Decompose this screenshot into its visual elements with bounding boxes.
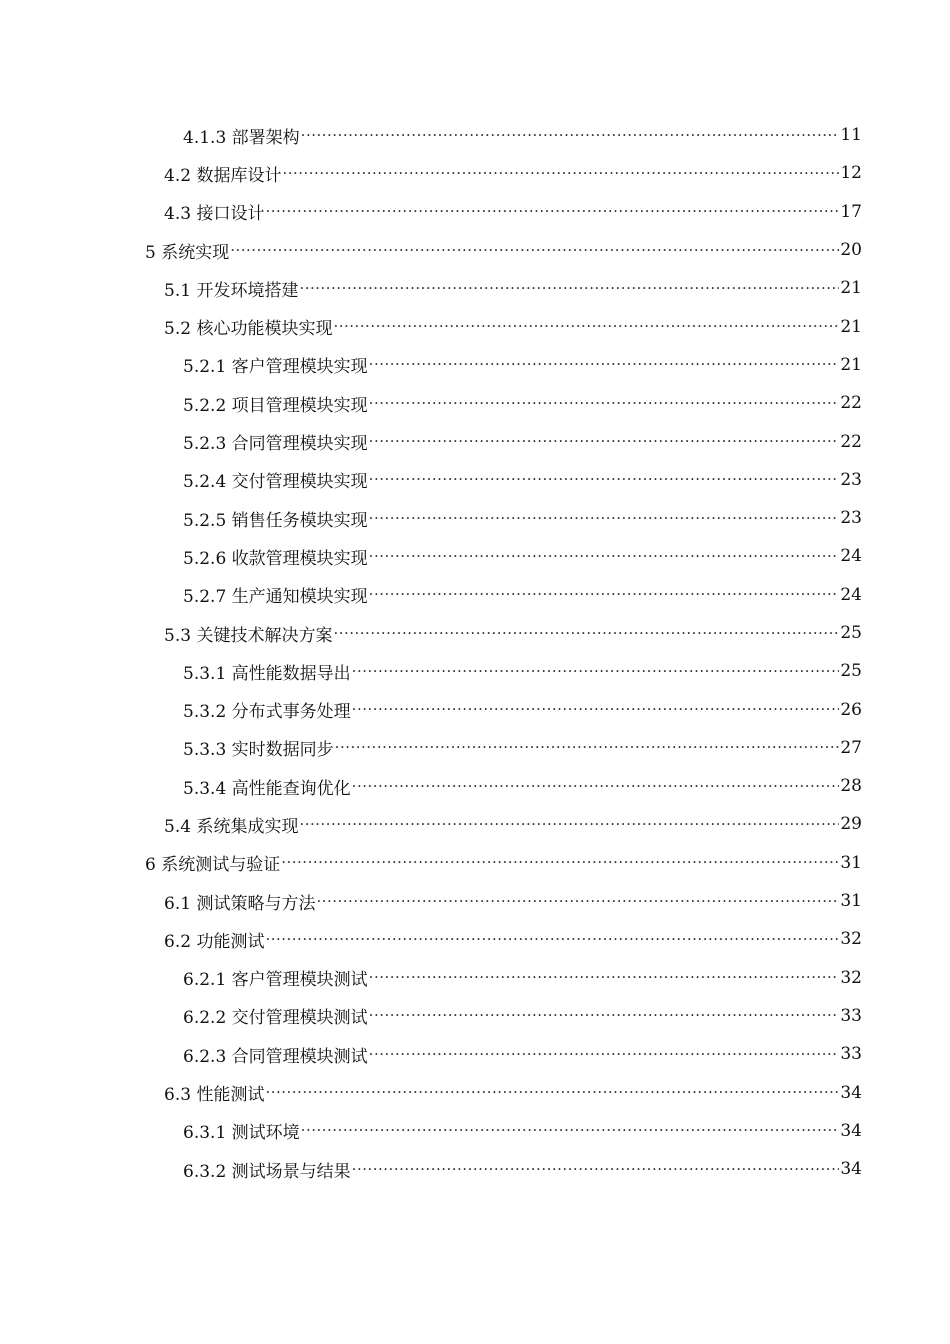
toc-entry-title: 5.2.2 项目管理模块实现 <box>183 395 368 416</box>
toc-entry-title: 6.3.1 测试环境 <box>183 1123 300 1144</box>
toc-dot-leader <box>352 778 840 795</box>
toc-dot-leader <box>352 701 840 718</box>
toc-entry[interactable] <box>0 844 950 882</box>
toc-entry-title: 5.2.6 收款管理模块实现 <box>183 548 368 569</box>
toc-dot-leader <box>265 203 839 220</box>
toc-dot-leader <box>301 127 840 144</box>
toc-entry-page-number: 23 <box>840 508 862 529</box>
toc-entry-page-number: 34 <box>840 1159 862 1180</box>
toc-entry-title: 6.2.3 合同管理模块测试 <box>183 1046 368 1067</box>
toc-dot-leader <box>369 433 840 450</box>
toc-entry[interactable] <box>0 882 950 920</box>
toc-entry-title: 5.3.3 实时数据同步 <box>183 740 334 761</box>
toc-entry-title: 5.2.3 合同管理模块实现 <box>183 434 368 455</box>
toc-dot-leader <box>282 165 839 182</box>
toc-entry-title: 5 系统实现 <box>145 242 230 263</box>
toc-entry-title: 5.2 核心功能模块实现 <box>164 319 333 340</box>
toc-dot-leader <box>230 242 839 259</box>
toc-entry-page-number: 28 <box>840 776 862 797</box>
toc-entry-page-number: 26 <box>840 699 862 720</box>
toc-dot-leader <box>369 1007 840 1024</box>
toc-entry[interactable] <box>0 576 950 614</box>
toc-entry[interactable] <box>0 1112 950 1150</box>
toc-entry-title: 6.1 测试策略与方法 <box>164 893 316 914</box>
toc-entry-title: 6.3.2 测试场景与结果 <box>183 1161 351 1182</box>
toc-entry-title: 6.2.2 交付管理模块测试 <box>183 1008 368 1029</box>
toc-entry-page-number: 20 <box>840 240 862 261</box>
toc-dot-leader <box>352 1161 840 1178</box>
toc-entry-page-number: 32 <box>840 929 862 950</box>
toc-entry[interactable] <box>0 269 950 307</box>
toc-entry[interactable] <box>0 193 950 231</box>
toc-dot-leader <box>369 548 840 565</box>
toc-entry-title: 4.1.3 部署架构 <box>183 127 300 148</box>
toc-entry[interactable] <box>0 805 950 843</box>
toc-entry[interactable] <box>0 1150 950 1188</box>
toc-dot-leader <box>316 893 839 910</box>
toc-entry[interactable] <box>0 116 950 154</box>
toc-dot-leader <box>333 318 839 335</box>
toc-entry-page-number: 27 <box>840 737 862 758</box>
toc-entry-page-number: 24 <box>840 584 862 605</box>
toc-entry-page-number: 12 <box>840 163 862 184</box>
toc-dot-leader <box>281 854 839 871</box>
toc-entry-page-number: 21 <box>840 316 862 337</box>
toc-entry-title: 4.3 接口设计 <box>164 204 265 225</box>
toc-entry-title: 4.2 数据库设计 <box>164 165 282 186</box>
toc-entry[interactable] <box>0 384 950 422</box>
toc-entry[interactable] <box>0 652 950 690</box>
toc-entry[interactable] <box>0 537 950 575</box>
toc-entry-page-number: 23 <box>840 469 862 490</box>
toc-entry-page-number: 29 <box>840 814 862 835</box>
toc-entry-title: 6 系统测试与验证 <box>145 855 281 876</box>
toc-entry[interactable] <box>0 959 950 997</box>
toc-entry-page-number: 22 <box>840 393 862 414</box>
toc-dot-leader <box>369 969 840 986</box>
toc-entry-title: 6.3 性能测试 <box>164 1085 265 1106</box>
toc-dot-leader <box>335 739 840 756</box>
toc-dot-leader <box>265 931 839 948</box>
toc-entry-page-number: 32 <box>840 967 862 988</box>
toc-entry[interactable] <box>0 690 950 728</box>
toc-entry-title: 5.3.2 分布式事务处理 <box>183 702 351 723</box>
toc-entry[interactable] <box>0 461 950 499</box>
toc-entry-page-number: 21 <box>840 278 862 299</box>
toc-entry[interactable] <box>0 154 950 192</box>
toc-entry[interactable] <box>0 729 950 767</box>
toc-dot-leader <box>301 1122 840 1139</box>
toc-dot-leader <box>333 625 839 642</box>
toc-entry-page-number: 31 <box>840 891 862 912</box>
toc-dot-leader <box>265 1084 839 1101</box>
toc-entry-page-number: 22 <box>840 431 862 452</box>
toc-entry-page-number: 25 <box>840 623 862 643</box>
toc-entry-title: 5.2.7 生产通知模块实现 <box>183 587 368 608</box>
toc-entry-title: 5.3.1 高性能数据导出 <box>183 663 351 684</box>
toc-entry-page-number: 33 <box>840 1005 862 1026</box>
toc-entry-title: 5.2.4 交付管理模块实现 <box>183 472 368 493</box>
toc-entry[interactable] <box>0 422 950 460</box>
toc-dot-leader <box>369 1046 840 1063</box>
toc-entry[interactable] <box>0 1073 950 1111</box>
toc-entry-page-number: 17 <box>840 201 862 222</box>
toc-entry-title: 5.1 开发环境搭建 <box>164 280 299 301</box>
toc-entry[interactable] <box>0 231 950 269</box>
toc-entry[interactable] <box>0 1035 950 1073</box>
toc-entry-page-number: 25 <box>840 661 862 682</box>
toc-entry-title: 6.2 功能测试 <box>164 931 265 952</box>
toc-dot-leader <box>369 395 840 412</box>
toc-entry-page-number: 34 <box>840 1120 862 1141</box>
toc-dot-leader <box>369 356 840 373</box>
toc-entry-page-number: 24 <box>840 546 862 567</box>
toc-dot-leader <box>299 816 839 833</box>
toc-dot-leader <box>299 280 839 297</box>
toc-entry[interactable] <box>0 307 950 345</box>
toc-entry-page-number: 33 <box>840 1044 862 1065</box>
toc-entry[interactable] <box>0 346 950 384</box>
toc-entry-page-number: 31 <box>840 852 862 873</box>
toc-dot-leader <box>369 471 840 488</box>
toc-entry[interactable] <box>0 920 950 958</box>
toc-dot-leader <box>352 663 840 680</box>
toc-entry-page-number: 21 <box>840 354 862 375</box>
toc-entry-title: 6.2.1 客户管理模块测试 <box>183 970 368 991</box>
toc-entry-page-number: 11 <box>840 125 862 146</box>
toc-entry-page-number: 34 <box>840 1082 862 1103</box>
toc-entry-title: 5.3 关键技术解决方案 <box>164 625 333 646</box>
toc-dot-leader <box>369 510 840 527</box>
toc-entry-title: 5.2.1 客户管理模块实现 <box>183 357 368 378</box>
toc-entry-title: 5.3.4 高性能查询优化 <box>183 778 351 799</box>
table-of-contents <box>0 116 950 1188</box>
toc-entry[interactable] <box>0 767 950 805</box>
toc-entry[interactable] <box>0 614 950 652</box>
toc-entry[interactable] <box>0 997 950 1035</box>
toc-entry-title: 5.2.5 销售任务模块实现 <box>183 510 368 531</box>
toc-entry-title: 5.4 系统集成实现 <box>164 816 299 837</box>
toc-entry[interactable] <box>0 499 950 537</box>
toc-dot-leader <box>369 586 840 603</box>
